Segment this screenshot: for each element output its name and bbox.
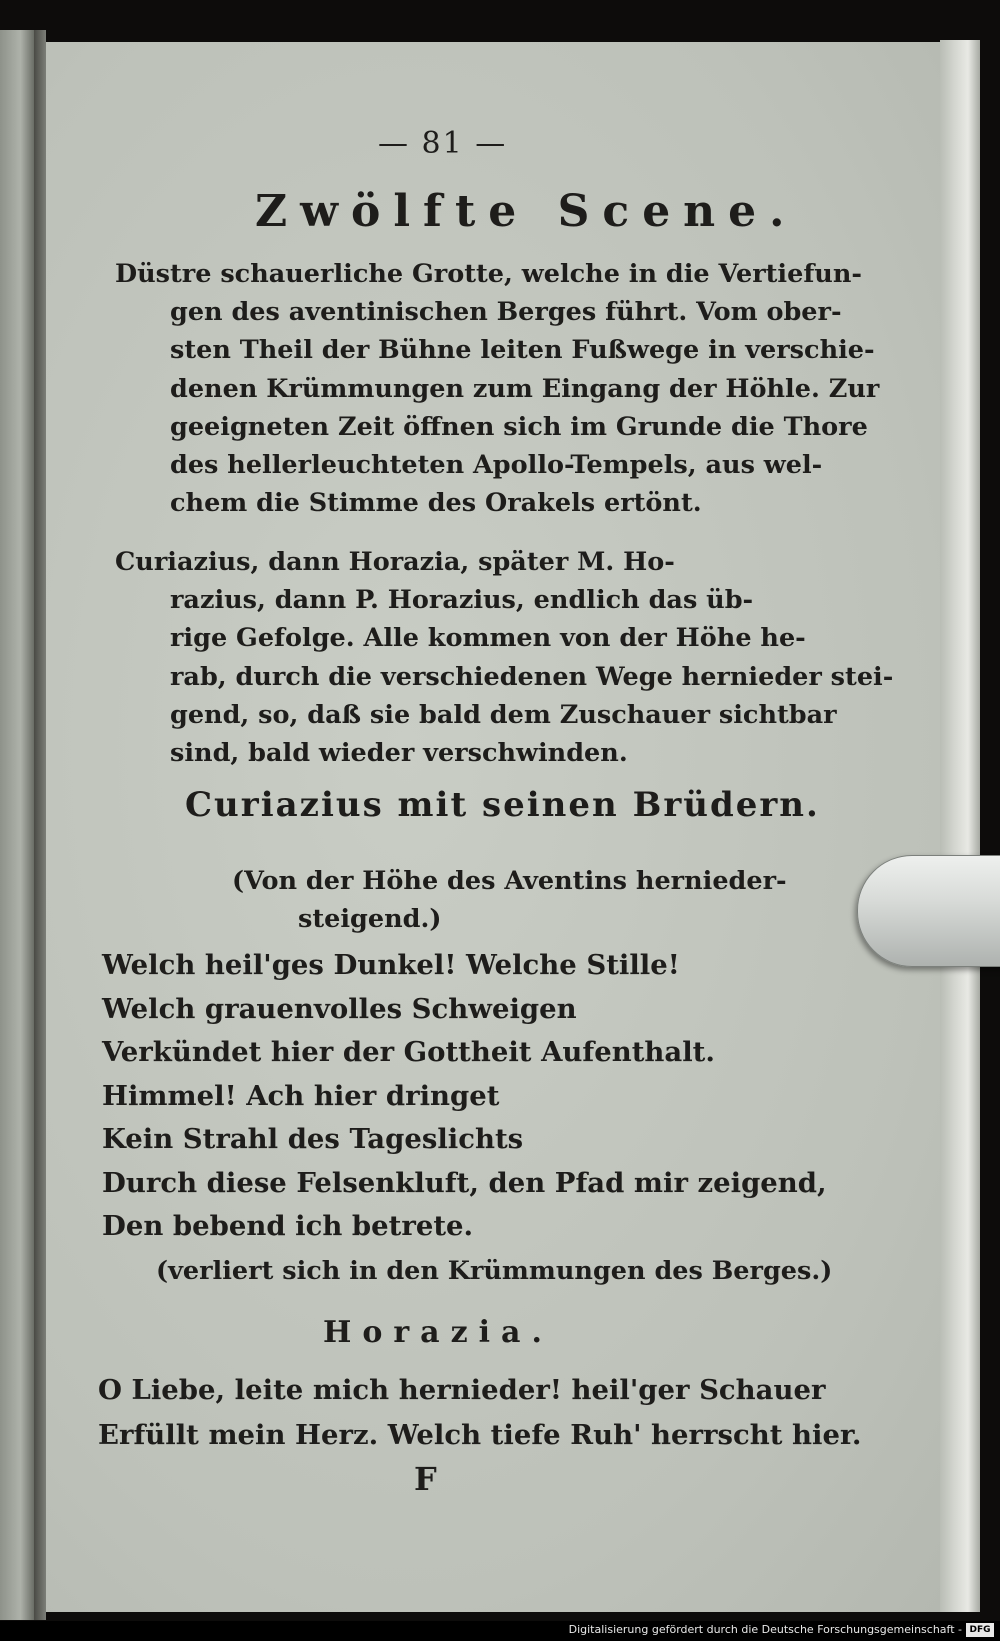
stage-line: des hellerleuchteten Apollo-Tempels, aus wel- (170, 450, 823, 481)
verse-line: Verkündet hier der Gottheit Aufenthalt. (102, 1036, 715, 1068)
verse-line: O Liebe, leite mich hernieder! heil'ger Schauer (98, 1374, 826, 1406)
stage-line: chem die Stimme des Orakels ertönt. (170, 488, 702, 519)
stage-line: geeigneten Zeit öffnen sich im Grunde die Thore (170, 411, 868, 442)
stage-direction (115, 255, 879, 522)
left-page-edge (0, 30, 34, 1620)
stage-instruction (232, 862, 787, 938)
verse-line: Durch diese Felsenkluft, den Pfad mir zeigend, (102, 1166, 827, 1199)
stage-line: Düstre schauerliche Grotte, welche in die Vertiefun- (115, 259, 862, 289)
verse-line: Himmel! Ach hier dringet (102, 1079, 500, 1112)
dfg-logo: DFG (966, 1623, 994, 1637)
instruction-line: (Von der Höhe des Aventins hernieder- (232, 866, 787, 896)
funding-notice: Digitalisierung gefördert durch die Deutsche Forschungsgemeinschaft - (568, 1623, 962, 1636)
book-gutter (34, 30, 46, 1620)
cast-line: sind, bald wieder verschwinden. (170, 738, 628, 769)
verse-block (98, 1368, 862, 1457)
verse-line: Welch grauenvolles Schweigen (102, 992, 577, 1025)
verse-line: Erfüllt mein Herz. Welch tiefe Ruh' herrscht hier. (98, 1418, 862, 1451)
speaker-heading: Curiazius mit seinen Brüdern. (185, 785, 820, 825)
cast-line: razius, dann P. Horazius, endlich das üb- (170, 585, 754, 616)
page-clip (857, 855, 1000, 967)
stage-line: sten Theil der Bühne leiten Fußwege in verschie- (170, 335, 875, 366)
instruction-line: steigend.) (298, 904, 442, 934)
verse-line: Welch heil'ges Dunkel! Welche Stille! (102, 949, 680, 981)
page-edge (940, 40, 980, 1612)
speaker-heading: Horazia. (323, 1315, 553, 1350)
verse-line: Den bebend ich betrete. (102, 1210, 474, 1242)
cast-line: rab, durch die verschiedenen Wege hernieder stei- (170, 661, 894, 692)
stage-line: denen Krümmungen zum Eingang der Höhle. Zur (170, 373, 880, 404)
scene-title: Zwölfte Scene. (255, 186, 798, 237)
page-number: — 81 — (378, 126, 508, 161)
cast-direction (115, 543, 893, 772)
cast-line: rige Gefolge. Alle kommen von der Höhe he- (170, 623, 806, 654)
stage-line: gen des aventinischen Berges führt. Vom ober- (170, 297, 842, 328)
verse-line: Kein Strahl des Tageslichts (102, 1123, 524, 1155)
cast-line: Curiazius, dann Horazia, später M. Ho- (115, 547, 675, 577)
cast-line: gend, so, daß sie bald dem Zuschauer sichtbar (170, 699, 837, 730)
stage-instruction: (verliert sich in den Krümmungen des Berges.) (156, 1256, 833, 1286)
verse-block (102, 944, 827, 1249)
signature-mark: F (414, 1460, 437, 1498)
